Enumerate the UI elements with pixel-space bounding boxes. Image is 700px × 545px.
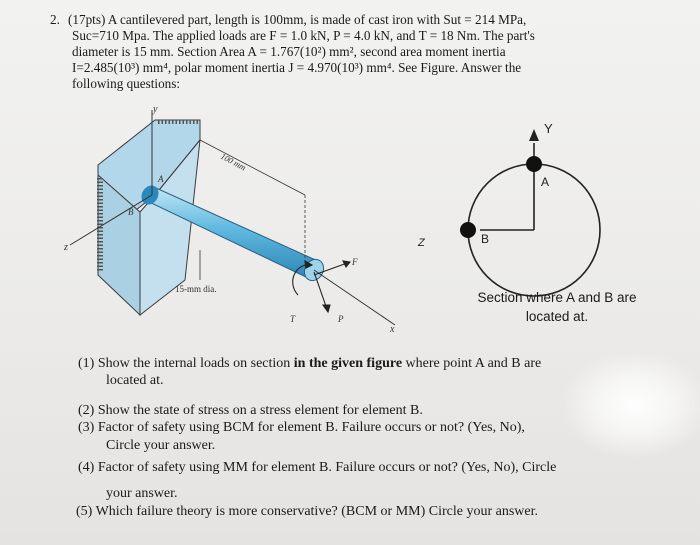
load-f-label: F bbox=[352, 257, 358, 267]
section-y-label: Y bbox=[544, 121, 553, 136]
problem-line-1: (17pts) A cantilevered part, length is 100mm, is made of cast iron with Sut = 214 MPa, bbox=[68, 12, 527, 27]
question-1-bold: in the given figure bbox=[293, 356, 403, 371]
caption-line-2: located at. bbox=[525, 309, 589, 324]
question-2: (2) Show the state of stress on a stress element for element B. bbox=[78, 403, 423, 418]
problem-line-5: following questions: bbox=[72, 76, 181, 91]
question-1-tail: where point A and B are bbox=[402, 356, 542, 371]
axis-x-label: x bbox=[390, 324, 395, 335]
load-p-label: P bbox=[338, 314, 344, 324]
cantilever-figure bbox=[60, 100, 400, 340]
section-point-a-label: A bbox=[541, 175, 550, 189]
section-point-b-label: B bbox=[481, 232, 490, 246]
torque-t-label: T bbox=[290, 314, 296, 324]
point-b-dot bbox=[460, 222, 476, 238]
problem-line-4: I=2.485(10³) mm⁴, polar moment inertia J = 4.970(10³) mm⁴. See Figure. Answer the bbox=[72, 60, 522, 75]
question-3-cont: Circle your answer. bbox=[106, 438, 216, 453]
section-caption bbox=[462, 288, 652, 326]
question-5: (5) Which failure theory is more conservative? (BCM or MM) Circle your answer. bbox=[76, 504, 538, 519]
point-a-dot bbox=[526, 156, 542, 172]
problem-line-2: Suc=710 Mpa. The applied loads are F = 1.0 kN, P = 4.0 kN, and T = 18 Nm. The part's bbox=[72, 28, 535, 43]
question-1-cont: located at. bbox=[106, 373, 164, 388]
axis-z-label: z bbox=[64, 242, 68, 253]
question-1 bbox=[78, 355, 541, 373]
length-label: 100 mm bbox=[219, 150, 248, 173]
axis-y-label: y bbox=[153, 104, 158, 115]
question-1-text: (1) Show the internal loads on section bbox=[78, 356, 294, 371]
point-a-label: A bbox=[158, 174, 164, 184]
section-z-label: Z bbox=[418, 237, 425, 249]
diameter-label: 15-mm dia. bbox=[175, 284, 217, 294]
y-arrow-head bbox=[529, 129, 539, 141]
problem-number: 2. bbox=[50, 12, 60, 27]
question-3: (3) Factor of safety using BCM for element B. Failure occurs or not? (Yes, No), bbox=[78, 420, 525, 435]
problem-line-3: diameter is 15 mm. Section Area A = 1.767(10²) mm², second area moment inertia bbox=[72, 44, 506, 59]
question-4-cont: your answer. bbox=[106, 486, 178, 501]
question-4: (4) Factor of safety using MM for element B. Failure occurs or not? (Yes, No), Circle bbox=[78, 460, 557, 475]
caption-line-1: Section where A and B are bbox=[477, 290, 637, 305]
section-diagram bbox=[400, 115, 620, 315]
photo-glare bbox=[560, 350, 700, 460]
point-b-label: B bbox=[128, 207, 134, 217]
